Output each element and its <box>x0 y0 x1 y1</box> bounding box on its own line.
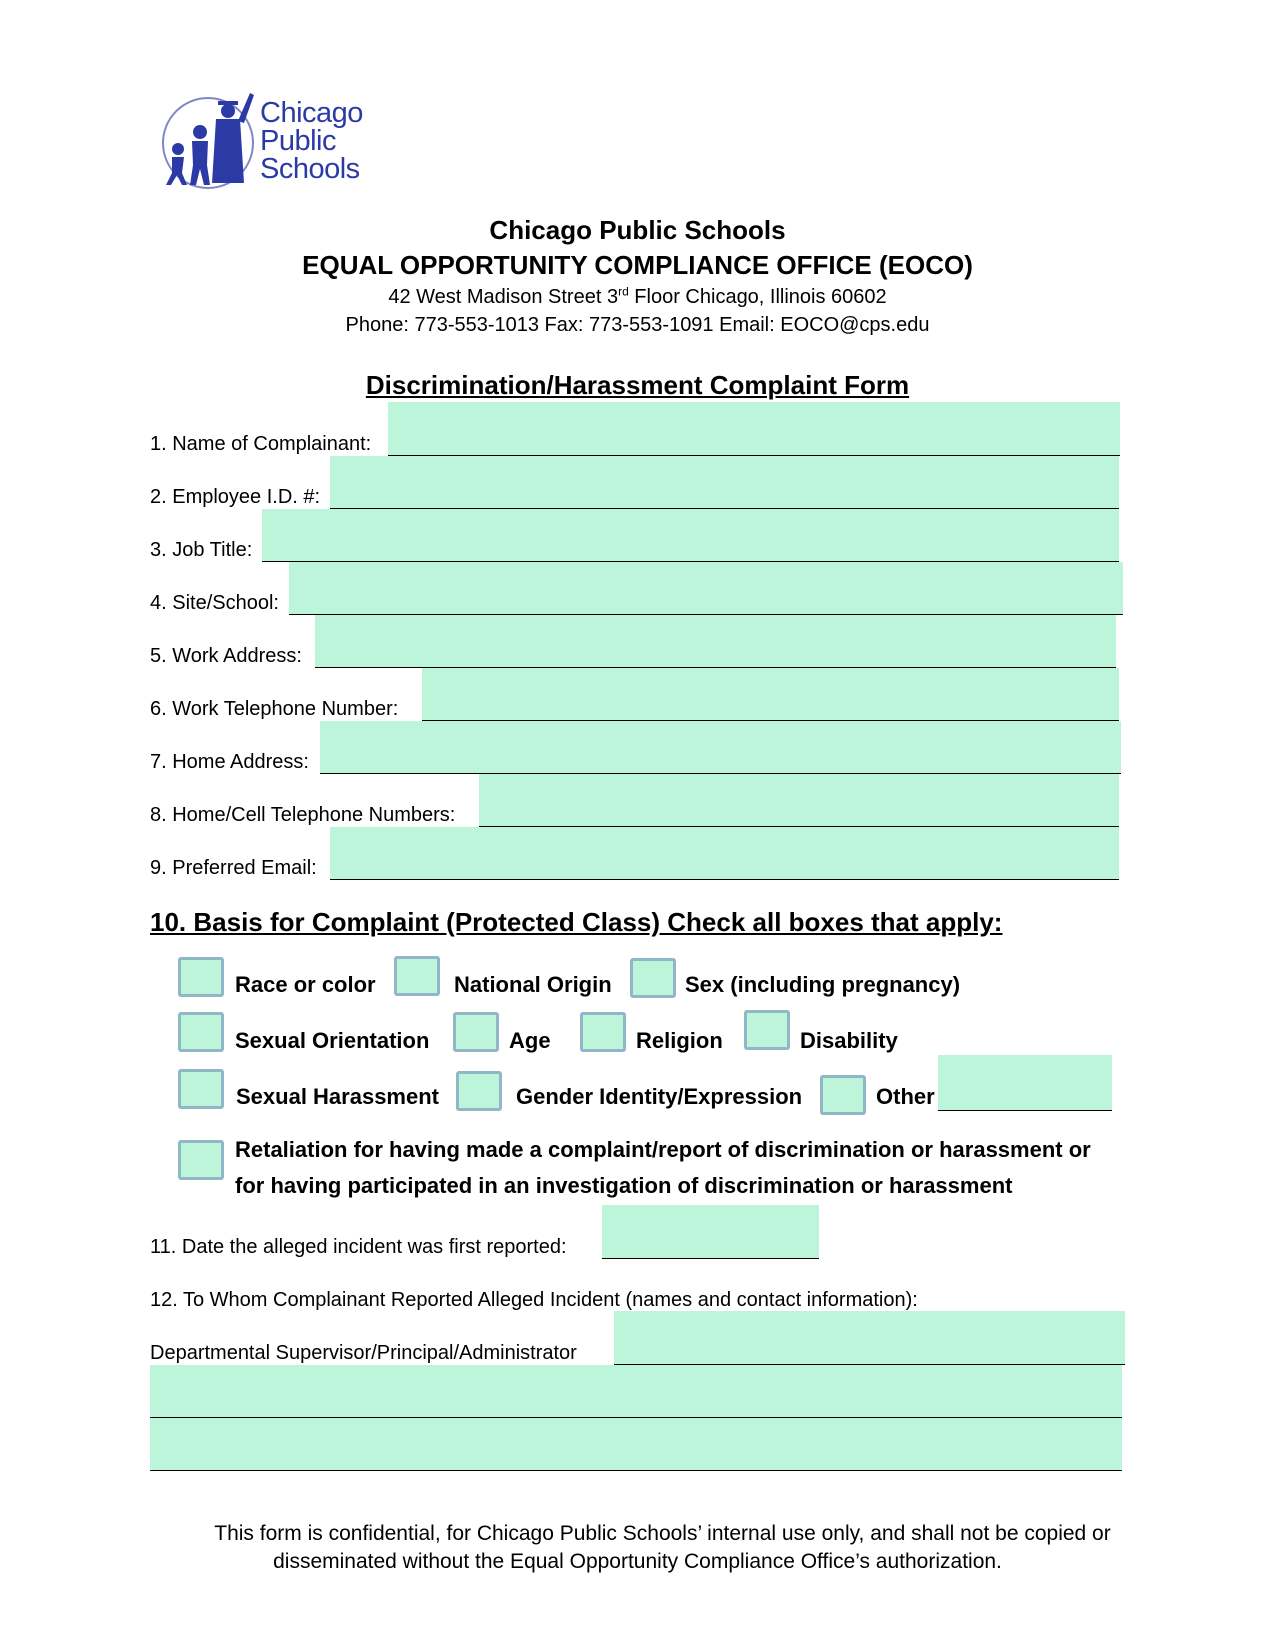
field-label-site-school: 4. Site/School: <box>150 592 279 614</box>
logo-text-schools: Schools <box>260 153 360 185</box>
date-reported-field[interactable] <box>602 1205 819 1259</box>
label-national-origin: National Origin <box>454 972 612 997</box>
office-contact: Phone: 773-553-1013 Fax: 773-553-1091 Email: EOCO@cps.edu <box>345 314 930 336</box>
label-gender-identity: Gender Identity/Expression <box>516 1084 803 1109</box>
label-age: Age <box>509 1028 551 1053</box>
section-10-heading: 10. Basis for Complaint (Protected Class) Check all boxes that apply: <box>150 907 1003 937</box>
label-sexual-harassment: Sexual Harassment <box>236 1084 439 1109</box>
label-retaliation: Retaliation for having made a complaint/report of discrimination or harassment or for having participated in an investigation of discrimination or harassment <box>235 1137 1091 1198</box>
checkbox-sexual-orientation[interactable] <box>178 1012 224 1052</box>
logo-text-chicago: Chicago <box>260 97 363 129</box>
label-other: Other <box>876 1084 935 1109</box>
label-disability: Disability <box>800 1028 898 1053</box>
employee-id-field[interactable] <box>330 456 1119 509</box>
field-label-job-title: 3. Job Title: <box>150 539 253 561</box>
work-phone-field[interactable] <box>422 668 1119 721</box>
field-label-date-reported: 11. Date the alleged incident was first reported: <box>150 1236 567 1258</box>
address-part-2: Floor Chicago, Illinois 60602 <box>628 286 887 308</box>
field-label-supervisor: Departmental Supervisor/Principal/Administrator <box>150 1342 577 1364</box>
work-address-field[interactable] <box>315 615 1116 668</box>
confidentiality-notice <box>0 1520 1275 1576</box>
checkbox-sex[interactable] <box>630 958 676 998</box>
org-name: Chicago Public Schools <box>489 215 786 245</box>
label-sexual-orientation: Sexual Orientation <box>235 1028 430 1053</box>
field-label-employee-id: 2. Employee I.D. #: <box>150 486 321 508</box>
field-label-preferred-email: 9. Preferred Email: <box>150 857 317 879</box>
field-label-work-phone: 6. Work Telephone Number: <box>150 698 399 720</box>
field-label-reported-to: 12. To Whom Complainant Reported Alleged Incident (names and contact information): <box>150 1289 918 1311</box>
label-sex: Sex (including pregnancy) <box>685 972 961 997</box>
job-title-field[interactable] <box>262 509 1119 562</box>
supervisor-field[interactable] <box>614 1311 1125 1365</box>
checkbox-race-or-color[interactable] <box>178 957 224 997</box>
reported-to-line-2[interactable] <box>150 1365 1122 1418</box>
field-label-work-address: 5. Work Address: <box>150 645 302 667</box>
office-address <box>0 286 1275 309</box>
address-superscript: rd <box>618 284 629 299</box>
form-title: Discrimination/Harassment Complaint Form <box>365 370 910 400</box>
field-label-name: 1. Name of Complainant: <box>150 433 372 455</box>
footer-line-1: This form is confidential, for Chicago Public Schools’ internal use only, and shall not be copied or <box>214 1522 1111 1545</box>
checkbox-other[interactable] <box>820 1075 866 1115</box>
checkbox-national-origin[interactable] <box>394 956 440 996</box>
checkbox-gender-identity[interactable] <box>456 1071 502 1111</box>
label-religion: Religion <box>636 1028 723 1053</box>
checkbox-age[interactable] <box>453 1012 499 1052</box>
checkbox-religion[interactable] <box>580 1012 626 1052</box>
field-label-home-address: 7. Home Address: <box>150 751 309 773</box>
cps-logo-icon <box>160 85 260 195</box>
checkbox-retaliation[interactable] <box>178 1140 224 1180</box>
complainant-name-field[interactable] <box>388 402 1120 456</box>
preferred-email-field[interactable] <box>330 827 1119 880</box>
other-specify-field[interactable] <box>938 1055 1112 1111</box>
reported-to-line-3[interactable] <box>150 1418 1122 1471</box>
checkbox-disability[interactable] <box>744 1010 790 1050</box>
home-cell-phone-field[interactable] <box>479 774 1119 827</box>
site-school-field[interactable] <box>289 562 1123 615</box>
checkbox-sexual-harassment[interactable] <box>178 1069 224 1109</box>
cps-logo <box>160 85 400 195</box>
footer-line-2: disseminated without the Equal Opportunity Compliance Office’s authorization. <box>273 1550 1002 1573</box>
logo-text-public: Public <box>260 125 336 157</box>
home-address-field[interactable] <box>320 721 1121 774</box>
address-part: 42 West Madison Street 3 <box>388 286 619 308</box>
field-label-home-cell-phone: 8. Home/Cell Telephone Numbers: <box>150 804 456 826</box>
label-race-or-color: Race or color <box>235 972 376 997</box>
office-name: EQUAL OPPORTUNITY COMPLIANCE OFFICE (EOCO) <box>302 250 973 280</box>
